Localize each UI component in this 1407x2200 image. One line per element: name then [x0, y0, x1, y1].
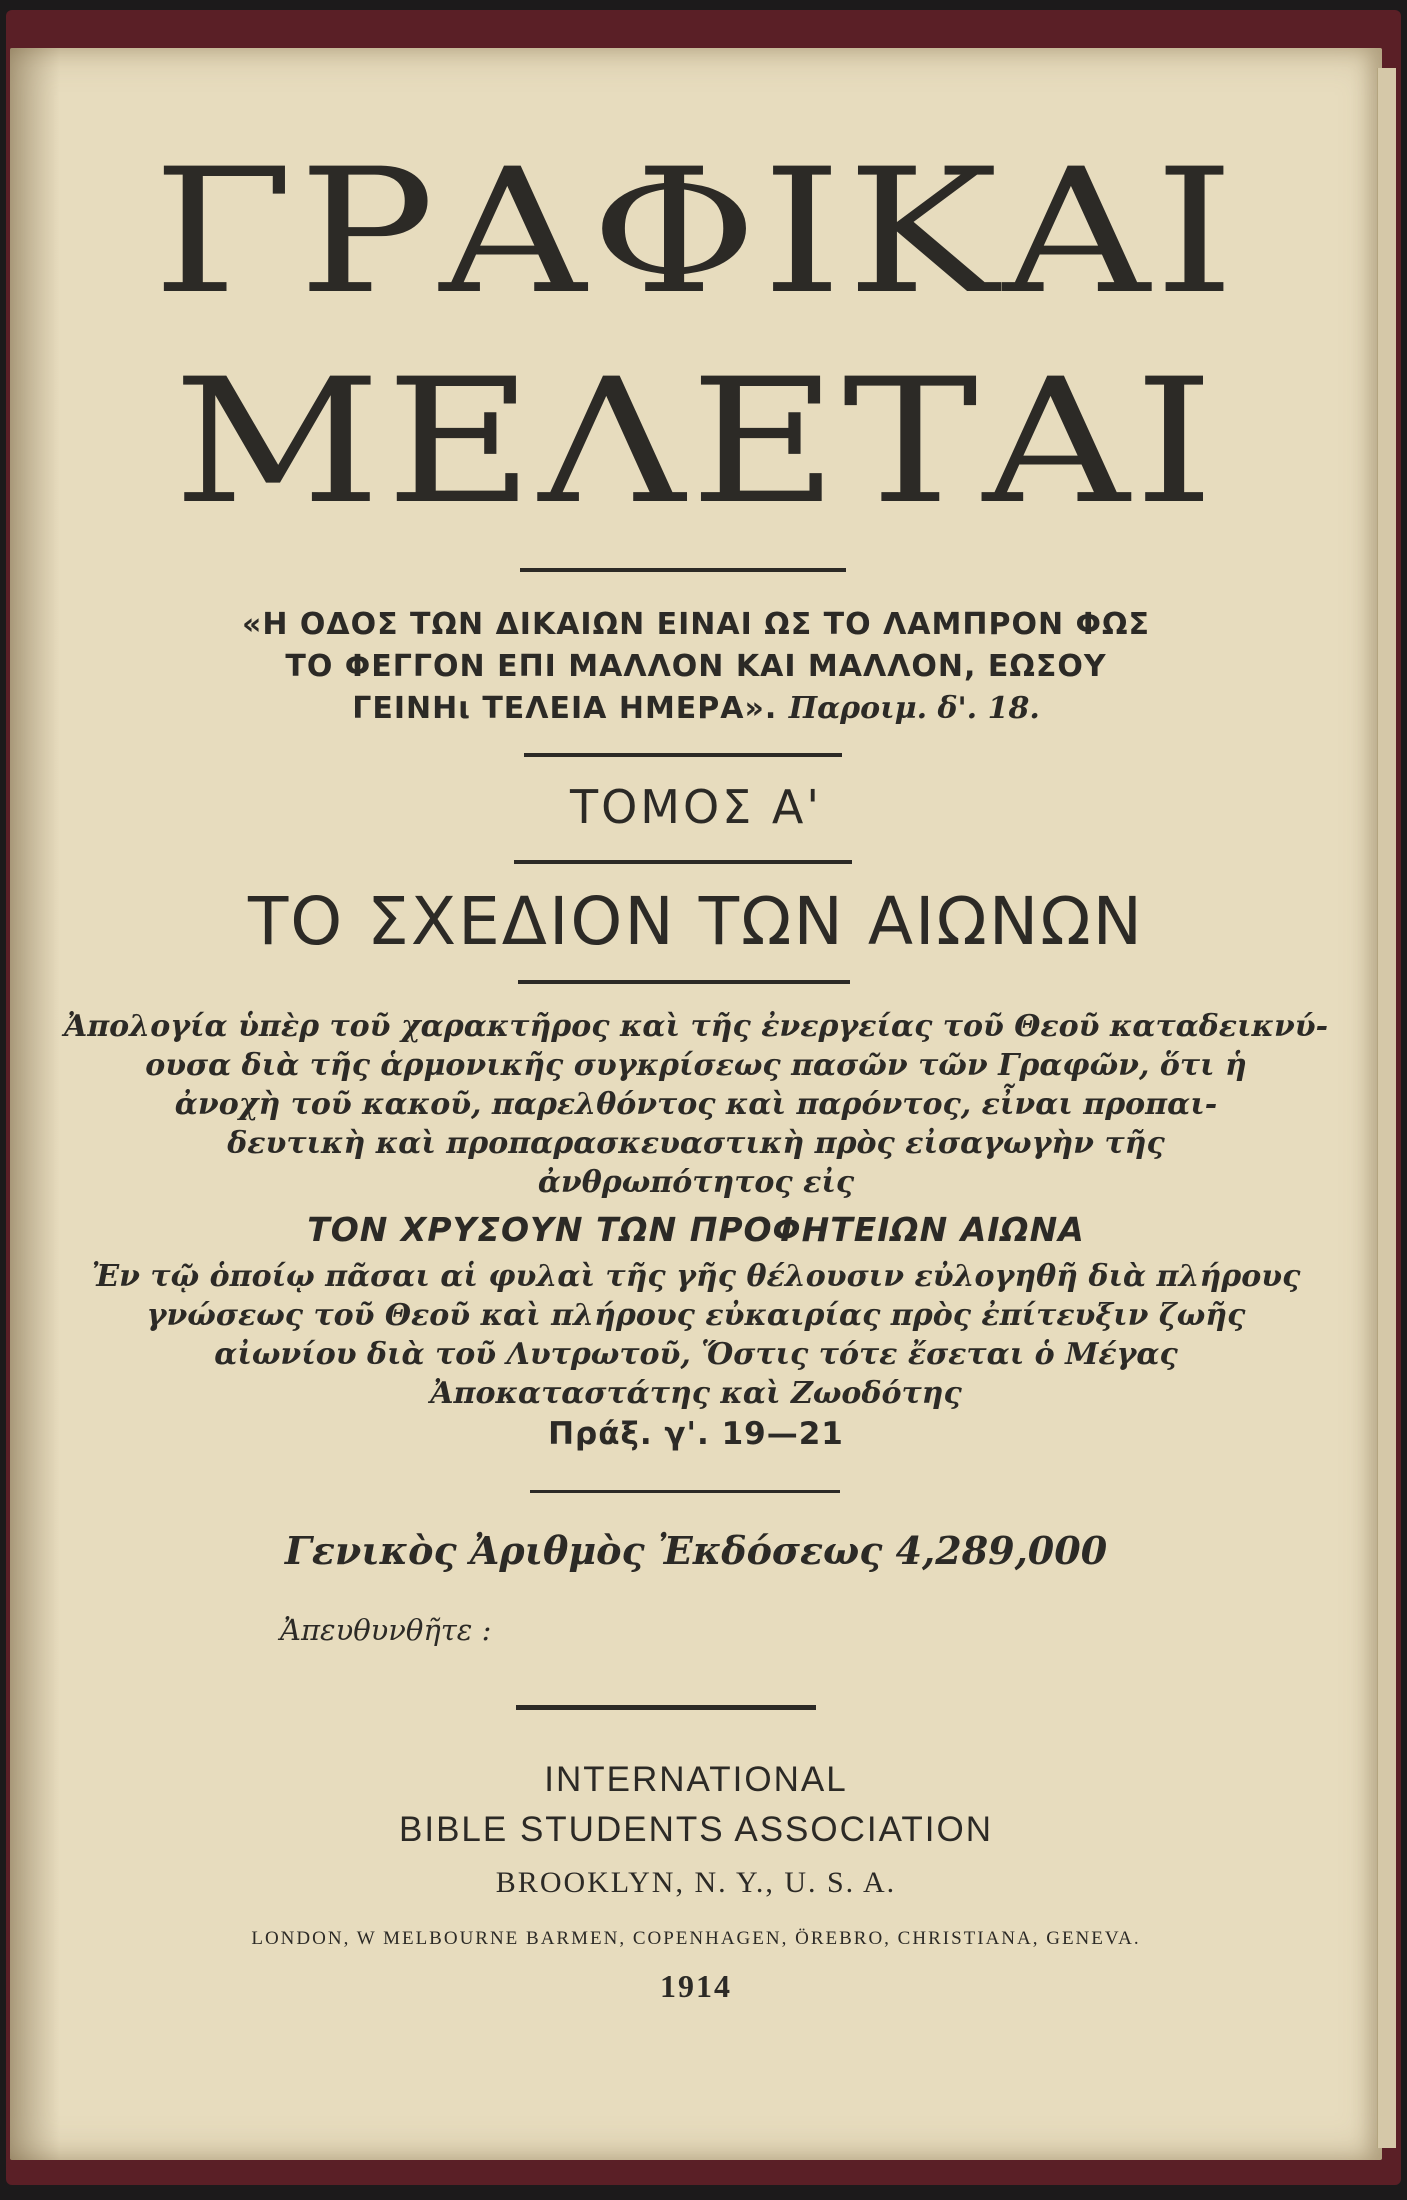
motto-line-3: [10, 690, 1382, 728]
description-reference: Πράξ. γ'. 19—21: [548, 1416, 844, 1452]
divider-rule: [514, 860, 852, 864]
divider-rule: [516, 1705, 816, 1710]
subtitle: ΤΟ ΣΧΕΔΙΟΝ ΤΩΝ ΑΙΩΝΩΝ: [247, 883, 1145, 960]
publisher-city: BROOKLYN, N. Y., U. S. A.: [495, 1866, 897, 1899]
publisher-line-2: BIBLE STUDENTS ASSOCIATION: [399, 1810, 993, 1849]
description-line-8: αἰωνίου διὰ τοῦ Λυτρωτοῦ, Ὅστις τότε ἔσεται ὁ Μέγας: [214, 1337, 1178, 1372]
divider-rule: [520, 568, 846, 572]
title-page: [10, 48, 1382, 2160]
title-line-1: ΓΡΑΦΙΚΑΙ: [152, 131, 1240, 332]
publisher-line-1: INTERNATIONAL: [544, 1760, 848, 1799]
description-line-1: Ἀπολογία ὑπὲρ τοῦ χαρακτῆρος καὶ τῆς ἐνεργείας τοῦ Θεοῦ καταδεικνύ-: [63, 1009, 1329, 1044]
publication-year: 1914: [660, 1968, 732, 2004]
divider-rule: [518, 980, 850, 984]
address-label: Ἀπευθυνθῆτε :: [280, 1613, 492, 1647]
volume-label: ΤΟΜΟΣ Α': [569, 780, 822, 834]
description-line-9: Ἀποκαταστάτης καὶ Ζωοδότης: [430, 1376, 962, 1411]
title-line-2: ΜΕΛΕΤΑΙ: [173, 341, 1219, 542]
description-line-7: γνώσεως τοῦ Θεοῦ καὶ πλήρους εὐκαιρίας πρὸς ἐπίτευξιν ζωῆς: [146, 1298, 1246, 1333]
description-caps-line: ΤΟΝ ΧΡΥΣΟΥΝ ΤΩΝ ΠΡΟΦΗΤΕΙΩΝ ΑΙΩΝΑ: [307, 1210, 1085, 1249]
motto-line-1: «Η ΟΔΟΣ ΤΩΝ ΔΙΚΑΙΩΝ ΕΙΝΑΙ ΩΣ ΤΟ ΛΑΜΠΡΟΝ ΦΩΣ: [241, 607, 1151, 642]
description-line-5: ἀνθρωπότητος εἰς: [537, 1165, 855, 1200]
motto-line-2: ΤΟ ΦΕΓΓΟΝ ΕΠΙ ΜΑΛΛΟΝ ΚΑΙ ΜΑΛΛΟΝ, ΕΩΣΟΥ: [285, 649, 1107, 684]
description-line-4: δευτικὴ καὶ προπαρασκευαστικὴ πρὸς εἰσαγωγὴν τῆς: [227, 1126, 1165, 1161]
divider-rule: [530, 1490, 840, 1493]
motto-reference: Παροιμ. δ'. 18.: [788, 691, 1040, 726]
publisher-branches: LONDON, W MELBOURNE BARMEN, COPENHAGEN, ÖREBRO, CHRISTIANA, GENEVA.: [251, 1928, 1141, 1949]
edition-count: Γενικὸς Ἀριθμὸς Ἐκδόσεως 4,289,000: [284, 1528, 1108, 1573]
motto-line-3-text: ΓΕΙΝΗι ΤΕΛΕΙΑ ΗΜΕΡΑ».: [352, 691, 778, 726]
description-line-6: Ἐν τῷ ὁποίῳ πᾶσαι αἱ φυλαὶ τῆς γῆς θέλουσιν εὐλογηθῆ διὰ πλήρους: [91, 1259, 1301, 1294]
description-line-3: ἀνοχὴ τοῦ κακοῦ, παρελθόντος καὶ παρόντος, εἶναι προπαι-: [174, 1087, 1218, 1122]
description-line-2: ουσα διὰ τῆς ἁρμονικῆς συγκρίσεως πασῶν τῶν Γραφῶν, ὅτι ἡ: [145, 1048, 1247, 1083]
divider-rule: [524, 753, 842, 757]
